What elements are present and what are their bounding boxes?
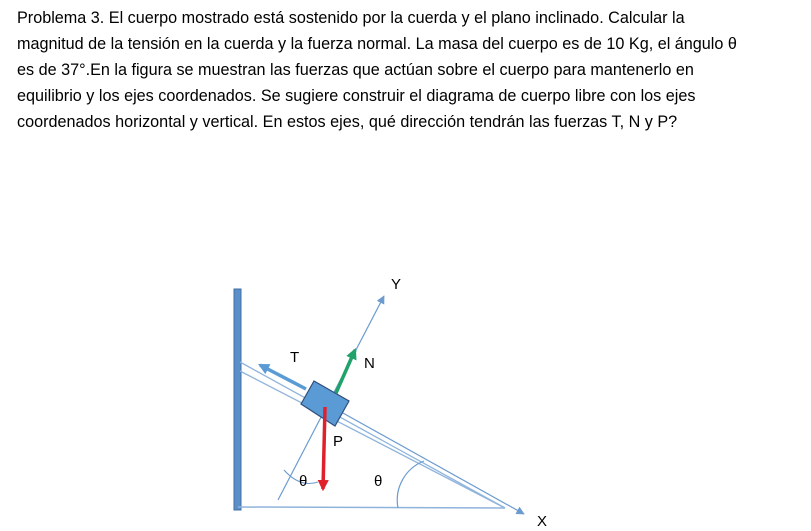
problem-line-3: es de 37°.En la figura se muestran las fuerzas que actúan sobre el cuerpo para mantenerlo en bbox=[17, 61, 694, 79]
problem-line-1: Problema 3. El cuerpo mostrado está sostenido por la cuerda y el plano inclinado. Calcular la bbox=[17, 9, 685, 27]
wall bbox=[234, 289, 241, 510]
tension-label: T bbox=[290, 349, 300, 366]
ground-line bbox=[238, 507, 505, 508]
incline-line-top bbox=[240, 362, 505, 508]
body-theta-label: θ bbox=[299, 473, 308, 490]
weight-arrow bbox=[323, 407, 325, 489]
normal-arrow bbox=[336, 350, 355, 393]
problem-line-2: magnitud de la tensión en la cuerda y la fuerza normal. La masa del cuerpo es de 10 Kg, el ángulo θ bbox=[17, 35, 737, 53]
problem-line-5: coordenados horizontal y vertical. En estos ejes, qué dirección tendrán las fuerzas T, N y P? bbox=[17, 113, 678, 131]
incline-angle-arc bbox=[397, 461, 424, 508]
weight-label: P bbox=[333, 433, 344, 450]
incline-line-bottom bbox=[240, 371, 505, 508]
y-axis-label: Y bbox=[391, 276, 402, 293]
normal-label: N bbox=[364, 355, 375, 372]
x-axis bbox=[325, 403, 524, 514]
problem-line-4: equilibrio y los ejes coordenados. Se sugiere construir el diagrama de cuerpo libre con los ejes bbox=[17, 87, 696, 105]
incline-theta-label: θ bbox=[374, 473, 383, 490]
x-axis-label: X bbox=[537, 513, 548, 530]
